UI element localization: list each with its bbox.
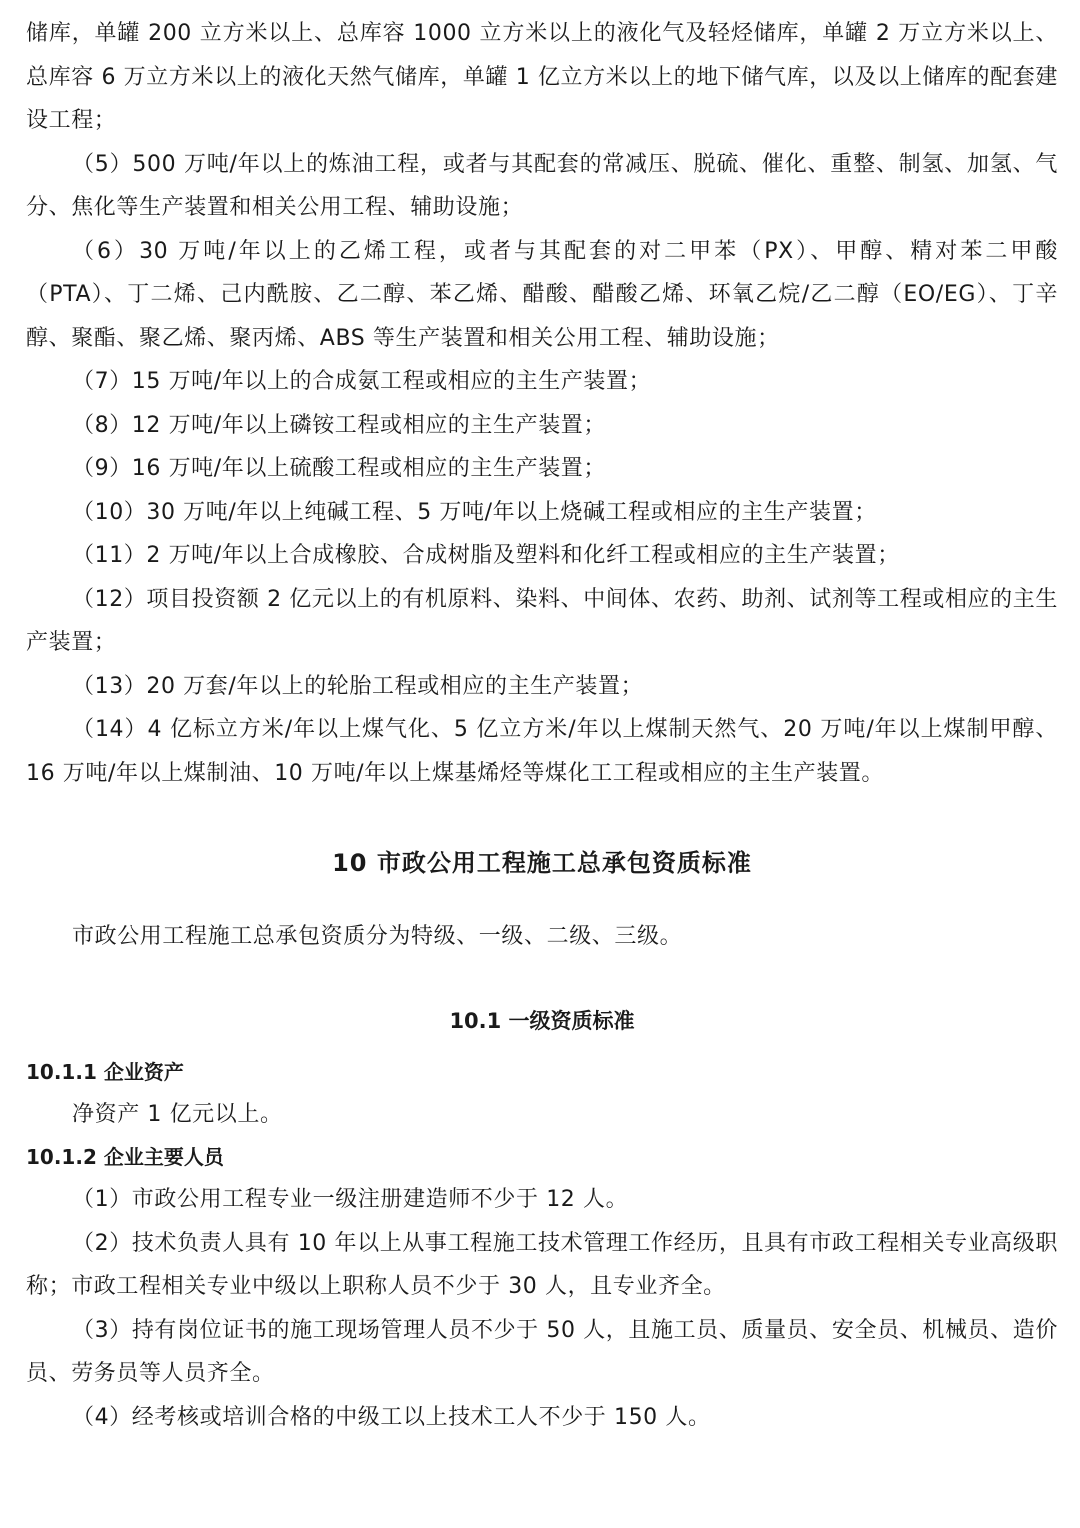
personnel-item-2: （2）技术负责人具有 10 年以上从事工程施工技术管理工作经历，且具有市政工程相关专业高级职称；市政工程相关专业中级以上职称人员不少于 30 人，且专业齐全。 <box>26 1230 1058 1299</box>
personnel-item-3: （3）持有岗位证书的施工现场管理人员不少于 50 人，且施工员、质量员、安全员、机械员、造价员、劳务员等人员齐全。 <box>26 1317 1058 1386</box>
personnel-item-4: （4）经考核或培训合格的中级工以上技术工人不少于 150 人。 <box>72 1404 711 1430</box>
paragraph-item-12-organic-raw: （12）项目投资额 2 亿元以上的有机原料、染料、中间体、农药、助剂、试剂等工程或相应的主生产装置； <box>26 586 1058 655</box>
paragraph-item-8-phosphate: （8）12 万吨/年以上磷铵工程或相应的主生产装置； <box>72 412 606 438</box>
paragraph-storage-continuation: 储库，单罐 200 立方米以上、总库容 1000 立方米以上的液化气及轻烃储库，单罐 2 万立方米以上、总库容 6 万立方米以上的液化天然气储库，单罐 1 亿立方米以上的地下储气库，以及以上储库的配套建设工程； <box>26 21 1058 133</box>
paragraph-item-9-sulfuric-acid: （9）16 万吨/年以上硫酸工程或相应的主生产装置； <box>72 456 606 481</box>
personnel-item-1: （1）市政公用工程专业一级注册建造师不少于 12 人。 <box>72 1187 629 1212</box>
section-title: 10 市政公用工程施工总承包资质标准 <box>332 849 752 877</box>
subsection-title: 10.1 一级资质标准 <box>449 1008 635 1033</box>
paragraph-item-10-soda: （10）30 万吨/年以上纯碱工程、5 万吨/年以上烧碱工程或相应的主生产装置； <box>72 499 877 525</box>
paragraph-item-14-coal-chemical: （14）4 亿标立方米/年以上煤气化、5 亿立方米/年以上煤制天然气、20 万吨/年以上煤制甲醇、16 万吨/年以上煤制油、10 万吨/年以上煤基烯烃等煤化工工程或相应的主生产装置。 <box>26 717 1058 786</box>
paragraph-item-7-ammonia: （7）15 万吨/年以上的合成氨工程或相应的主生产装置； <box>72 369 652 394</box>
paragraph-item-6-ethylene: （6）30 万吨/年以上的乙烯工程，或者与其配套的对二甲苯（PX）、甲醇、精对苯二甲酸（PTA）、丁二烯、己内酰胺、乙二醇、苯乙烯、醋酸、醋酸乙烯、环氧乙烷/乙二醇（EO/EG）、丁辛醇、聚酯、聚乙烯、聚丙烯、ABS 等生产装置和相关公用工程、辅助设施； <box>26 238 1058 351</box>
paragraph-item-13-tire: （13）20 万套/年以上的轮胎工程或相应的主生产装置； <box>72 673 644 699</box>
paragraph-item-11-rubber-resin: （11）2 万吨/年以上合成橡胶、合成树脂及塑料和化纤工程或相应的主生产装置； <box>72 543 900 568</box>
assets-heading: 10.1.1 企业资产 <box>26 1059 184 1084</box>
section-intro: 市政公用工程施工总承包资质分为特级、一级、二级、三级。 <box>72 924 683 949</box>
paragraph-item-5-refinery: （5）500 万吨/年以上的炼油工程，或者与其配套的常减压、脱硫、催化、重整、制氢、加氢、气分、焦化等生产装置和相关公用工程、辅助设施； <box>26 151 1058 220</box>
personnel-heading: 10.1.2 企业主要人员 <box>26 1145 224 1169</box>
assets-text: 净资产 1 亿元以上。 <box>72 1101 283 1127</box>
